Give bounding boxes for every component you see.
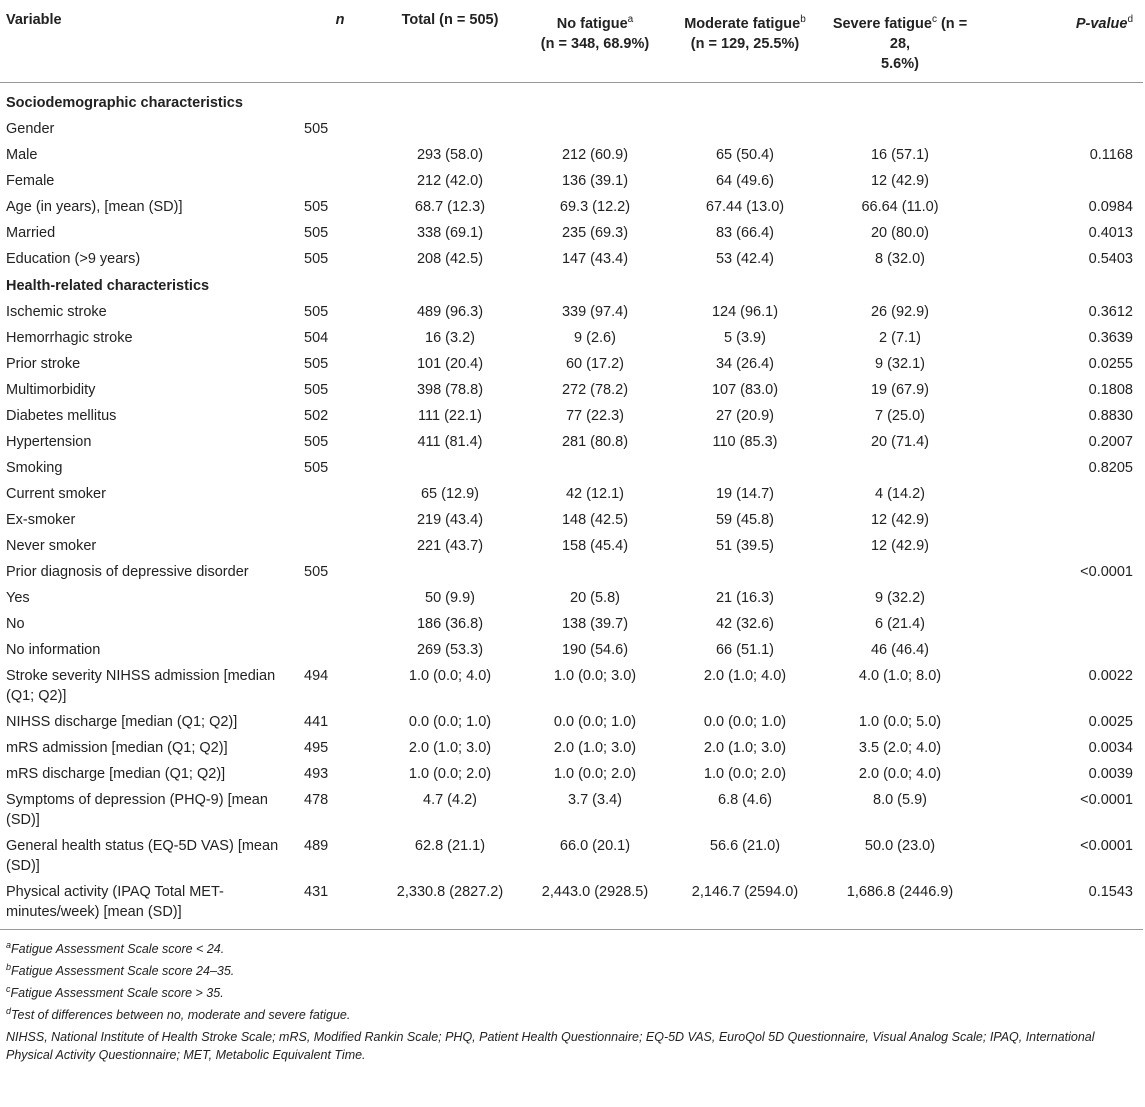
cell-n: 505 xyxy=(304,250,329,267)
cell-p-value: 0.3639 xyxy=(1088,329,1133,346)
cell-n: 505 xyxy=(304,120,329,137)
cell-moderate-fatigue xyxy=(670,455,820,481)
cell-severe-fatigue: 20 (71.4) xyxy=(870,433,930,450)
cell-variable: Current smoker xyxy=(6,485,106,502)
cell-no-fatigue: 339 (97.4) xyxy=(561,303,629,320)
section-header-row xyxy=(0,272,1143,299)
table-row xyxy=(0,377,1143,403)
table-row xyxy=(0,585,1143,611)
cell-total: 219 (43.4) xyxy=(416,511,484,528)
cell-n: 505 xyxy=(304,224,329,241)
cell-moderate-fatigue: 65 (50.4) xyxy=(715,146,775,163)
footnote-mark: c xyxy=(6,984,11,995)
cell-no-fatigue: 235 (69.3) xyxy=(561,224,629,241)
cell-variable: Physical activity (IPAQ Total MET-minutes/week) [mean (SD)] xyxy=(6,883,224,920)
cell-moderate-fatigue xyxy=(670,116,820,142)
cell-moderate-fatigue: 2.0 (1.0; 3.0) xyxy=(703,739,787,756)
table-row xyxy=(0,611,1143,637)
table-row xyxy=(0,663,1143,709)
cell-p-value: 0.0022 xyxy=(1088,667,1133,684)
header-row xyxy=(0,4,1143,82)
table-row xyxy=(0,403,1143,429)
table-row xyxy=(0,879,1143,925)
cell-variable: Symptoms of depression (PHQ-9) [mean (SD)] xyxy=(6,791,268,828)
cell-variable: No information xyxy=(6,641,101,658)
cell-severe-fatigue: 9 (32.2) xyxy=(875,589,925,606)
cell-no-fatigue: 136 (39.1) xyxy=(561,172,629,189)
footnote-mark: b xyxy=(6,961,12,972)
empty-cell xyxy=(980,272,1143,299)
cell-total xyxy=(380,455,520,481)
cell-variable: Never smoker xyxy=(6,537,97,554)
table-row xyxy=(0,637,1143,663)
header-severe-fatigue: Severe fatigue$^c$ (n = 28, 5.6%) xyxy=(820,4,980,82)
abbreviations-note: NIHSS, National Institute of Health Stroke Scale; mRS, Modified Rankin Scale; PHQ, Patient Health Questionnaire; EQ-5D VAS, EuroQol 5D Questionnaire, Visual Analog Scale; IPAQ, International Physical Activity Questionnaire; MET, Metabolic Equivalent Time. xyxy=(6,1030,1095,1063)
cell-no-fatigue xyxy=(520,116,670,142)
cell-p-value: 0.8205 xyxy=(1088,459,1133,476)
cell-no-fatigue: 9 (2.6) xyxy=(574,329,616,346)
cell-moderate-fatigue: 51 (39.5) xyxy=(715,537,775,554)
table-row xyxy=(0,325,1143,351)
empty-cell xyxy=(380,272,520,299)
cell-p-value: <0.0001 xyxy=(1080,837,1133,854)
cell-p-value xyxy=(980,585,1143,611)
cell-moderate-fatigue: 53 (42.4) xyxy=(715,250,775,267)
cell-p-value xyxy=(980,507,1143,533)
cell-severe-fatigue: 50.0 (23.0) xyxy=(864,837,936,854)
cell-no-fatigue: 148 (42.5) xyxy=(561,511,629,528)
cell-n xyxy=(300,533,380,559)
footnote-mark: d xyxy=(6,1006,12,1017)
cell-severe-fatigue: 8.0 (5.9) xyxy=(873,791,927,808)
cell-variable: Yes xyxy=(6,589,30,606)
cell-total: 65 (12.9) xyxy=(420,485,480,502)
cell-total: 0.0 (0.0; 1.0) xyxy=(408,713,492,730)
cell-no-fatigue: 77 (22.3) xyxy=(565,407,625,424)
cell-variable: Education (>9 years) xyxy=(6,250,141,267)
table-row xyxy=(0,787,1143,833)
cell-n xyxy=(300,507,380,533)
cell-n: 502 xyxy=(304,407,329,424)
header-moderate-fatigue: Moderate fatigue$^b$ (n = 129, 25.5%) xyxy=(670,4,820,82)
table-footnotes xyxy=(0,929,1143,1065)
cell-total: 111 (22.1) xyxy=(418,407,482,424)
empty-cell xyxy=(520,82,670,116)
empty-cell xyxy=(670,272,820,299)
cell-moderate-fatigue: 0.0 (0.0; 1.0) xyxy=(703,713,787,730)
cell-n xyxy=(300,611,380,637)
cell-moderate-fatigue: 66 (51.1) xyxy=(715,641,775,658)
table-row xyxy=(0,142,1143,168)
table-row xyxy=(0,220,1143,246)
cell-no-fatigue: 20 (5.8) xyxy=(570,589,620,606)
cell-p-value: 0.0034 xyxy=(1088,739,1133,756)
cell-moderate-fatigue: 2.0 (1.0; 4.0) xyxy=(703,667,787,684)
cell-n: 478 xyxy=(304,791,329,808)
cell-variable: NIHSS discharge [median (Q1; Q2)] xyxy=(6,713,238,730)
cell-total: 16 (3.2) xyxy=(425,329,475,346)
section-header-row xyxy=(0,82,1143,116)
footnote xyxy=(6,936,1143,958)
footnote-text: Fatigue Assessment Scale score 24–35. xyxy=(11,964,235,979)
cell-moderate-fatigue: 21 (16.3) xyxy=(715,589,775,606)
cell-n: 505 xyxy=(304,433,329,450)
header-p-value: P-value$^d$ xyxy=(980,4,1143,82)
cell-severe-fatigue: 46 (46.4) xyxy=(870,641,930,658)
cell-p-value: <0.0001 xyxy=(1080,563,1133,580)
cell-moderate-fatigue: 107 (83.0) xyxy=(711,381,779,398)
cell-n: 441 xyxy=(304,713,329,730)
cell-p-value xyxy=(980,481,1143,507)
cell-n: 505 xyxy=(304,459,329,476)
cell-p-value: 0.0984 xyxy=(1088,198,1133,215)
cell-no-fatigue: 272 (78.2) xyxy=(561,381,629,398)
cell-total: 2,330.8 (2827.2) xyxy=(396,883,504,900)
table-row xyxy=(0,246,1143,272)
footnote-list xyxy=(6,936,1143,1025)
cell-moderate-fatigue: 64 (49.6) xyxy=(715,172,775,189)
cell-no-fatigue: 1.0 (0.0; 2.0) xyxy=(553,765,637,782)
footnote-text: Fatigue Assessment Scale score < 24. xyxy=(11,941,225,956)
cell-severe-fatigue: 16 (57.1) xyxy=(870,146,930,163)
cell-moderate-fatigue: 124 (96.1) xyxy=(711,303,779,320)
cell-no-fatigue xyxy=(520,559,670,585)
cell-no-fatigue: 2,443.0 (2928.5) xyxy=(541,883,649,900)
cell-n xyxy=(300,168,380,194)
cell-total: 293 (58.0) xyxy=(416,146,484,163)
cell-p-value: 0.0039 xyxy=(1088,765,1133,782)
cell-n xyxy=(300,637,380,663)
cell-severe-fatigue: 12 (42.9) xyxy=(870,172,930,189)
cell-variable: Hypertension xyxy=(6,433,92,450)
footnote xyxy=(6,980,1143,1002)
cell-variable: Female xyxy=(6,172,55,189)
cell-severe-fatigue: 20 (80.0) xyxy=(870,224,930,241)
cell-severe-fatigue: 12 (42.9) xyxy=(870,511,930,528)
empty-cell xyxy=(520,272,670,299)
cell-variable: Hemorrhagic stroke xyxy=(6,329,133,346)
cell-n: 505 xyxy=(304,303,329,320)
table-row xyxy=(0,507,1143,533)
cell-total: 1.0 (0.0; 2.0) xyxy=(408,765,492,782)
cell-total xyxy=(380,559,520,585)
cell-severe-fatigue: 2.0 (0.0; 4.0) xyxy=(858,765,942,782)
table-row xyxy=(0,533,1143,559)
cell-severe-fatigue: 8 (32.0) xyxy=(875,250,925,267)
table-row xyxy=(0,481,1143,507)
cell-severe-fatigue: 6 (21.4) xyxy=(875,615,925,632)
cell-no-fatigue: 0.0 (0.0; 1.0) xyxy=(553,713,637,730)
cell-p-value xyxy=(980,116,1143,142)
table-body xyxy=(0,82,1143,925)
table-row xyxy=(0,559,1143,585)
cell-total: 269 (53.3) xyxy=(416,641,484,658)
empty-cell xyxy=(820,82,980,116)
cell-variable: mRS discharge [median (Q1; Q2)] xyxy=(6,765,226,782)
table-row xyxy=(0,194,1143,220)
cell-p-value: 0.5403 xyxy=(1088,250,1133,267)
table-row xyxy=(0,429,1143,455)
cell-severe-fatigue: 4.0 (1.0; 8.0) xyxy=(858,667,942,684)
table-row xyxy=(0,833,1143,879)
cell-variable: Prior diagnosis of depressive disorder xyxy=(6,563,249,580)
cell-moderate-fatigue: 42 (32.6) xyxy=(715,615,775,632)
cell-severe-fatigue: 7 (25.0) xyxy=(875,407,925,424)
cell-no-fatigue: 42 (12.1) xyxy=(565,485,625,502)
cell-moderate-fatigue: 110 (85.3) xyxy=(712,433,778,450)
cell-no-fatigue: 69.3 (12.2) xyxy=(559,198,631,215)
cell-p-value: 0.2007 xyxy=(1088,433,1133,450)
cell-no-fatigue: 60 (17.2) xyxy=(565,355,625,372)
header-no-fatigue: No fatigue$^a$ (n = 348, 68.9%) xyxy=(520,4,670,82)
cell-total: 2.0 (1.0; 3.0) xyxy=(408,739,492,756)
cell-n xyxy=(300,142,380,168)
cell-moderate-fatigue: 1.0 (0.0; 2.0) xyxy=(703,765,787,782)
cell-severe-fatigue: 9 (32.1) xyxy=(875,355,925,372)
cell-no-fatigue: 281 (80.8) xyxy=(561,433,629,450)
cell-total: 221 (43.7) xyxy=(416,537,484,554)
cell-variable: Smoking xyxy=(6,459,63,476)
cell-variable: Ischemic stroke xyxy=(6,303,107,320)
cell-n xyxy=(300,481,380,507)
footnote xyxy=(6,958,1143,980)
cell-n: 504 xyxy=(304,329,329,346)
cell-p-value: 0.0255 xyxy=(1088,355,1133,372)
cell-no-fatigue: 66.0 (20.1) xyxy=(559,837,631,854)
cell-total: 489 (96.3) xyxy=(416,303,484,320)
cell-variable: General health status (EQ-5D VAS) [mean (SD)] xyxy=(6,837,279,874)
cell-severe-fatigue xyxy=(820,116,980,142)
cell-severe-fatigue: 4 (14.2) xyxy=(875,485,925,502)
table-row xyxy=(0,735,1143,761)
cell-no-fatigue: 3.7 (3.4) xyxy=(568,791,622,808)
table-row xyxy=(0,299,1143,325)
cell-n: 505 xyxy=(304,198,329,215)
cell-moderate-fatigue: 19 (14.7) xyxy=(715,485,775,502)
cell-variable: Ex-smoker xyxy=(6,511,76,528)
cell-severe-fatigue: 2 (7.1) xyxy=(879,329,921,346)
footnote xyxy=(6,1002,1143,1024)
cell-total: 338 (69.1) xyxy=(416,224,484,241)
header-total: Total (n = 505) xyxy=(380,4,520,82)
cell-severe-fatigue: 26 (92.9) xyxy=(870,303,930,320)
cell-no-fatigue: 1.0 (0.0; 3.0) xyxy=(553,667,637,684)
empty-cell xyxy=(670,82,820,116)
table-row xyxy=(0,351,1143,377)
cell-n: 431 xyxy=(304,883,329,900)
cell-total: 4.7 (4.2) xyxy=(423,791,477,808)
cell-p-value xyxy=(980,611,1143,637)
cell-moderate-fatigue xyxy=(670,559,820,585)
cell-n: 493 xyxy=(304,765,329,782)
cell-severe-fatigue: 19 (67.9) xyxy=(870,381,930,398)
cell-variable: Prior stroke xyxy=(6,355,81,372)
cell-p-value: 0.1808 xyxy=(1088,381,1133,398)
cell-severe-fatigue xyxy=(820,455,980,481)
cell-no-fatigue: 212 (60.9) xyxy=(561,146,629,163)
cell-total: 398 (78.8) xyxy=(416,381,484,398)
cell-p-value: 0.4013 xyxy=(1088,224,1133,241)
cell-severe-fatigue: 1,686.8 (2446.9) xyxy=(846,883,954,900)
table-row xyxy=(0,761,1143,787)
cell-moderate-fatigue: 6.8 (4.6) xyxy=(718,791,772,808)
cell-n xyxy=(300,585,380,611)
cell-severe-fatigue xyxy=(820,559,980,585)
cell-variable: No xyxy=(6,615,25,632)
cell-total xyxy=(380,116,520,142)
cell-n: 489 xyxy=(304,837,329,854)
empty-cell xyxy=(380,82,520,116)
cell-p-value: 0.3612 xyxy=(1088,303,1133,320)
cell-no-fatigue: 190 (54.6) xyxy=(561,641,629,658)
cell-moderate-fatigue: 59 (45.8) xyxy=(715,511,775,528)
table-row xyxy=(0,116,1143,142)
cell-p-value: 0.0025 xyxy=(1088,713,1133,730)
cell-n: 505 xyxy=(304,563,329,580)
cell-no-fatigue xyxy=(520,455,670,481)
cell-no-fatigue: 2.0 (1.0; 3.0) xyxy=(553,739,637,756)
cell-n: 505 xyxy=(304,355,329,372)
cell-total: 68.7 (12.3) xyxy=(414,198,486,215)
cell-total: 411 (81.4) xyxy=(417,433,483,450)
cell-severe-fatigue: 1.0 (0.0; 5.0) xyxy=(858,713,942,730)
cell-variable: Married xyxy=(6,224,56,241)
cell-moderate-fatigue: 2,146.7 (2594.0) xyxy=(691,883,799,900)
cell-p-value xyxy=(980,168,1143,194)
section-label: Health-related characteristics xyxy=(6,277,210,294)
cell-no-fatigue: 158 (45.4) xyxy=(561,537,629,554)
cell-total: 50 (9.9) xyxy=(425,589,475,606)
header-n: n xyxy=(300,4,380,82)
footnote-text: Fatigue Assessment Scale score > 35. xyxy=(10,986,224,1001)
cell-total: 62.8 (21.1) xyxy=(414,837,486,854)
cell-moderate-fatigue: 34 (26.4) xyxy=(715,355,775,372)
cell-total: 208 (42.5) xyxy=(416,250,484,267)
cell-p-value xyxy=(980,533,1143,559)
cell-total: 101 (20.4) xyxy=(416,355,484,372)
cell-moderate-fatigue: 56.6 (21.0) xyxy=(709,837,781,854)
cell-severe-fatigue: 66.64 (11.0) xyxy=(861,198,939,215)
table-row xyxy=(0,168,1143,194)
cell-variable: Gender xyxy=(6,120,55,137)
table-row xyxy=(0,709,1143,735)
cell-total: 212 (42.0) xyxy=(416,172,484,189)
header-variable: Variable xyxy=(0,4,300,82)
cell-variable: Male xyxy=(6,146,38,163)
cell-p-value xyxy=(980,637,1143,663)
fatigue-characteristics-table xyxy=(0,4,1143,925)
cell-p-value: <0.0001 xyxy=(1080,791,1133,808)
cell-p-value: 0.1168 xyxy=(1089,146,1133,163)
cell-no-fatigue: 147 (43.4) xyxy=(561,250,629,267)
cell-variable: Stroke severity NIHSS admission [median (Q1; Q2)] xyxy=(6,667,276,704)
cell-p-value: 0.1543 xyxy=(1088,883,1133,900)
footnote-text: Test of differences between no, moderate and severe fatigue. xyxy=(11,1008,351,1023)
cell-moderate-fatigue: 67.44 (13.0) xyxy=(705,198,785,215)
cell-severe-fatigue: 12 (42.9) xyxy=(870,537,930,554)
empty-cell xyxy=(300,272,380,299)
cell-variable: mRS admission [median (Q1; Q2)] xyxy=(6,739,228,756)
cell-total: 186 (36.8) xyxy=(416,615,484,632)
section-label: Sociodemographic characteristics xyxy=(6,94,243,111)
cell-n: 495 xyxy=(304,739,329,756)
cell-n: 505 xyxy=(304,381,329,398)
empty-cell xyxy=(820,272,980,299)
empty-cell xyxy=(300,82,380,116)
cell-variable: Multimorbidity xyxy=(6,381,96,398)
cell-variable: Age (in years), [mean (SD)] xyxy=(6,198,183,215)
cell-total: 1.0 (0.0; 4.0) xyxy=(408,667,492,684)
cell-moderate-fatigue: 5 (3.9) xyxy=(724,329,766,346)
cell-variable: Diabetes mellitus xyxy=(6,407,117,424)
cell-severe-fatigue: 3.5 (2.0; 4.0) xyxy=(858,739,942,756)
table-row xyxy=(0,455,1143,481)
cell-moderate-fatigue: 27 (20.9) xyxy=(715,407,775,424)
footnote-mark: a xyxy=(6,939,12,950)
cell-n: 494 xyxy=(304,667,329,684)
cell-no-fatigue: 138 (39.7) xyxy=(561,615,629,632)
empty-cell xyxy=(980,82,1143,116)
cell-p-value: 0.8830 xyxy=(1088,407,1133,424)
cell-moderate-fatigue: 83 (66.4) xyxy=(715,224,775,241)
